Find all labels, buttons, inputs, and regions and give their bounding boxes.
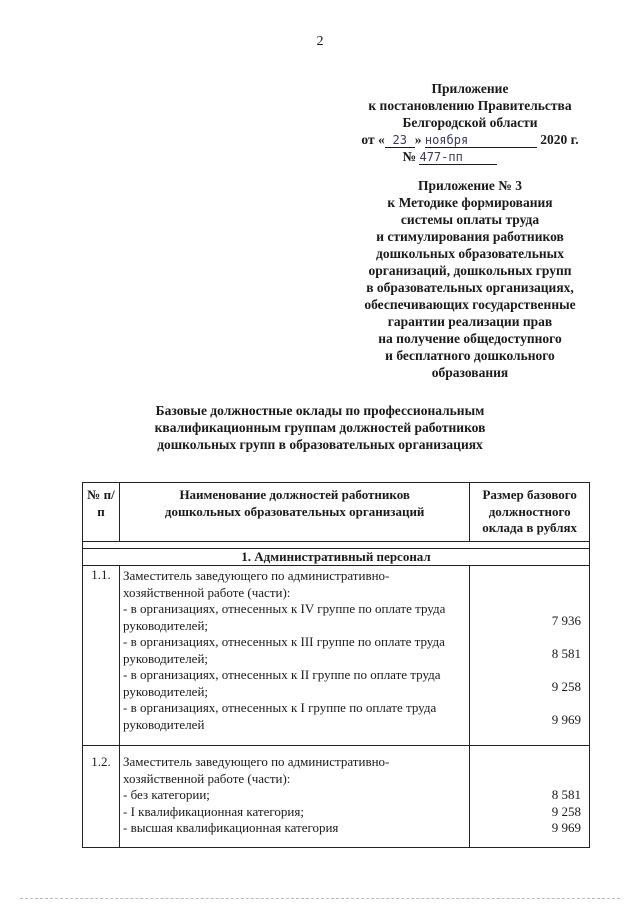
number-value: 477-пп xyxy=(419,151,497,165)
table-spacer-row xyxy=(83,541,590,548)
header2-line: организаций, дошкольных групп xyxy=(368,263,572,278)
header2-line: системы оплаты труда xyxy=(400,212,540,227)
section-row xyxy=(83,548,590,566)
column-header-value: Размер базового должностного оклада в рублях xyxy=(470,483,590,542)
title-line: Базовые должностные оклады по профессиональным xyxy=(155,403,485,418)
header2-line: и стимулирования работников xyxy=(376,229,564,244)
header2-line: гарантии реализации прав xyxy=(387,314,553,329)
salary-value: 8 581 xyxy=(551,787,581,802)
title-line: квалификационным группам должностей работников xyxy=(154,420,486,435)
position-cell xyxy=(120,746,470,848)
date-year: 2020 г. xyxy=(540,132,579,147)
salary-cell xyxy=(470,566,590,746)
position-intro: Заместитель заведующего по административно-хозяйственной работе (части): xyxy=(123,754,390,786)
position-item: - в организациях, отнесенных к IV группе по оплате труда руководителей; xyxy=(123,601,446,633)
position-cell xyxy=(120,566,470,746)
salary-value: 9 969 xyxy=(551,820,581,835)
decree-number xyxy=(330,148,610,165)
salary-value: 9 969 xyxy=(551,712,581,727)
methodology-appendix-header xyxy=(330,177,610,381)
appendix-label: Приложение xyxy=(431,81,509,96)
column-header-num: № п/п xyxy=(83,483,120,542)
page-number: 2 xyxy=(316,34,324,49)
salary-value: 8 581 xyxy=(551,646,581,661)
position-item: - в организациях, отнесенных к I группе по оплате труда руководителей xyxy=(123,700,437,732)
row-number: 1.2. xyxy=(83,746,120,848)
page-bottom-edge xyxy=(20,898,620,899)
header2-line: к Методике формирования xyxy=(387,195,553,210)
salary-value: 9 258 xyxy=(551,803,581,819)
position-item: - высшая квалификационная категория xyxy=(123,820,339,835)
position-intro: Заместитель заведующего по административно-хозяйственной работе (части): xyxy=(123,568,390,600)
header2-line: на получение общедоступного xyxy=(378,331,562,346)
header2-line: в образовательных организациях, xyxy=(366,280,574,295)
section-title: 1. Административный персонал xyxy=(83,548,590,566)
position-item: - в организациях, отнесенных к III группе по оплате труда руководителей; xyxy=(123,634,445,666)
salary-value: 9 258 xyxy=(551,679,581,694)
header2-line: Приложение № 3 xyxy=(418,178,522,193)
document-title xyxy=(80,402,560,453)
date-month: ноября xyxy=(425,134,537,148)
salary-cell xyxy=(470,746,590,848)
header2-line: дошкольных образовательных xyxy=(376,246,564,261)
column-header-name: Наименование должностей работников дошкольных образовательных организаций xyxy=(120,483,470,542)
title-line: дошкольных групп в образовательных организациях xyxy=(157,437,483,452)
region-name: Белгородской области xyxy=(402,115,538,130)
header2-line: и бесплатного дошкольного xyxy=(385,348,555,363)
decree-reference: к постановлению Правительства xyxy=(368,98,572,113)
position-item: - I квалификационная категория; xyxy=(123,803,304,819)
appendix-header xyxy=(330,80,610,165)
salary-table xyxy=(82,482,590,848)
date-day: 23 xyxy=(385,134,415,148)
header2-line: обеспечивающих государственные xyxy=(364,297,576,312)
decree-date xyxy=(330,131,610,148)
salary-value: 7 936 xyxy=(551,613,581,628)
date-mid: » xyxy=(414,132,422,147)
table-header-row xyxy=(83,483,590,542)
table-row xyxy=(83,566,590,746)
row-number: 1.1. xyxy=(83,566,120,746)
number-prefix: № xyxy=(402,149,417,164)
position-item: - без категории; xyxy=(123,787,210,802)
date-prefix: от « xyxy=(361,132,385,147)
position-item: - в организациях, отнесенных к II группе по оплате труда руководителей; xyxy=(123,667,441,699)
header2-line: образования xyxy=(431,365,509,380)
table-row xyxy=(83,746,590,848)
